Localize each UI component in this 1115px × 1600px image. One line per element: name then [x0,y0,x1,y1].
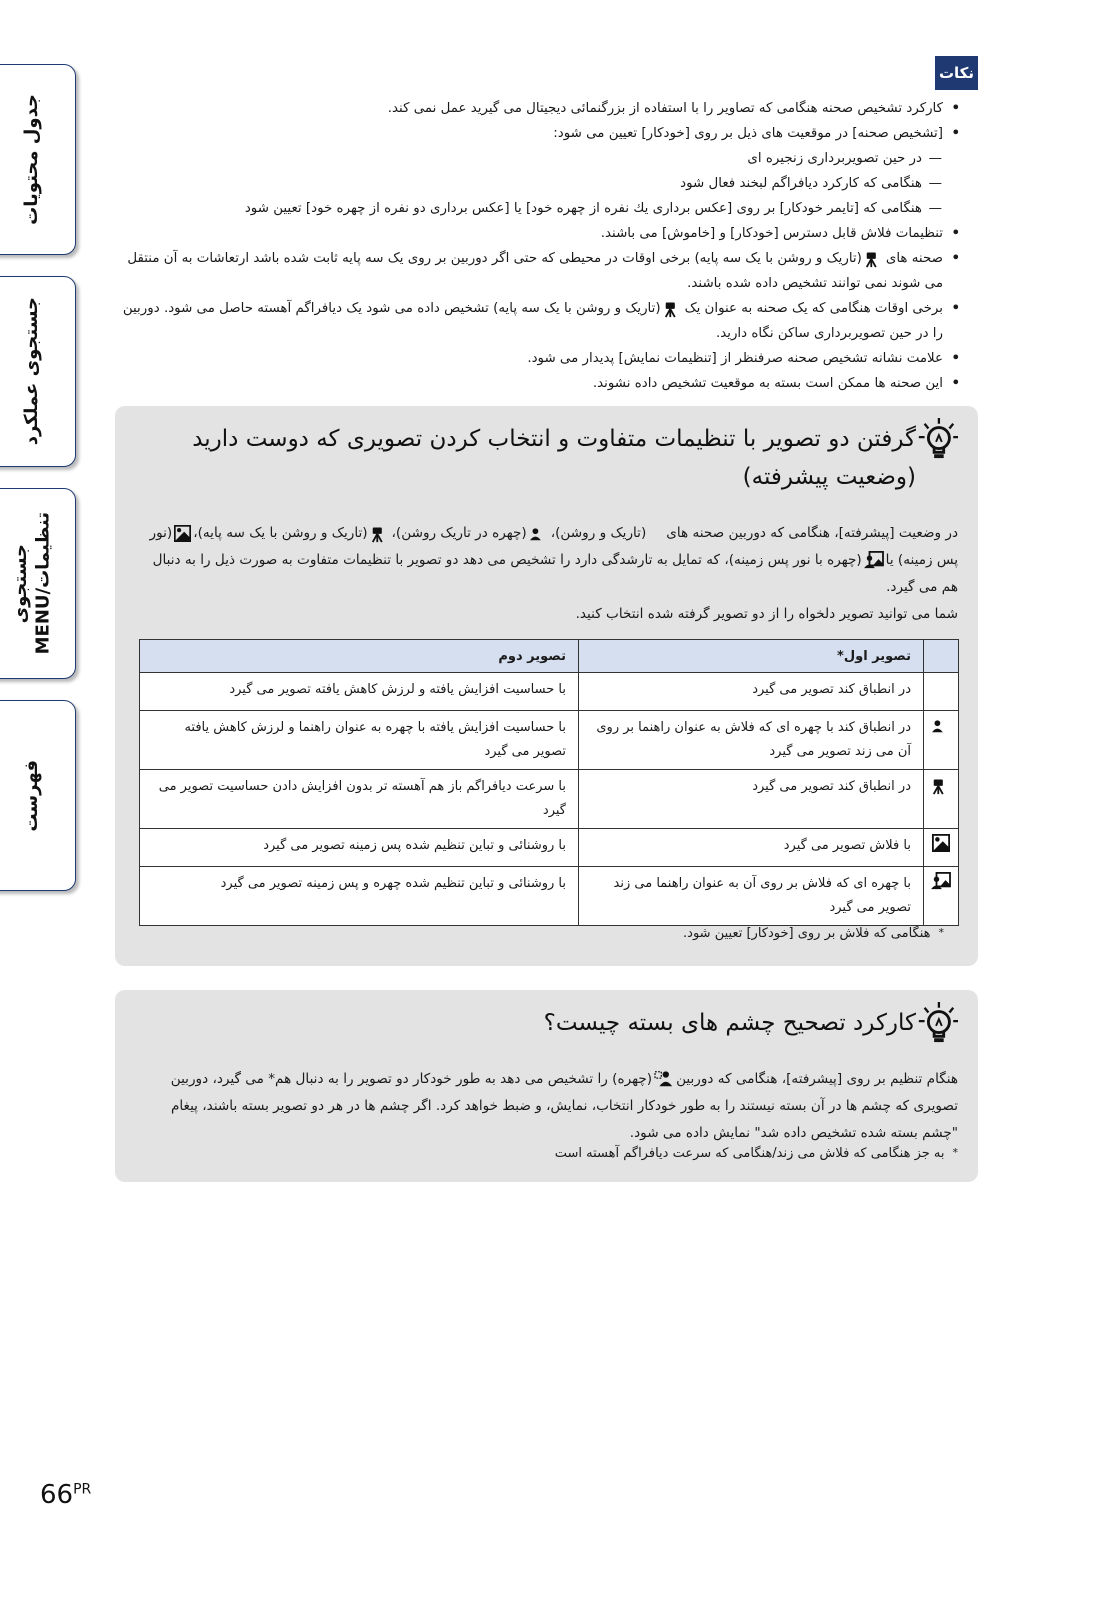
backlight-icon [174,525,191,542]
table-cell: با روشنائی و تباین تنظیم شده پس زمینه تصویر می گیرد [140,829,579,867]
side-tab-label: جستجوی MENU/تنظیمات [9,512,53,655]
side-tab-index[interactable] [0,700,76,891]
lightbulb-icon [916,416,958,462]
tip-text: هنگام تنظیم بر روی [پیشرفته]، هنگامی که دوربین(چهره) را تشخیص می دهد به طور خودکار دو تصویر را به دنبال هم* می گیرد، دوربین تصویری که چشم ها در آن بسته نیستند را به طور خودکار انتخاب، نمایش، و ضبط خواهد کرد. اگر چشم ها در هر دو تصویر بسته باشند، پیغام "چشم بسته شده تشخیص داده شد" نمایش داده می شود. [170,1071,958,1141]
note-item: • علامت نشانه تشخیص صحنه صرفنظر از [تنظیمات نمایش] پدیدار می شود. [527,351,960,366]
side-tab-menu-settings-search[interactable] [0,488,76,679]
twilight-portrait-icon [529,524,549,542]
backlight-portrait-icon [864,551,884,569]
table-footnote: *هنگامی که فلاش بر روی [خودکار] تعیین شود. [683,926,944,941]
table-cell: با روشنائی و تباین تنظیم شده چهره و پس زمینه تصویر می گیرد [140,867,579,926]
table-cell: در انطباق کند تصویر می گیرد [579,770,924,829]
side-tab-operation-search[interactable] [0,276,76,467]
table-header-cell: تصویر دوم [140,640,579,673]
note-item: • صحنه های(تاریک و روشن با یک سه پایه) برخی اوقات در محیطی که حتی اگر دوربین بر روی یک سه پایه ثابت شده باشد ارتعاشات به آن منتقل می شوند نمی توانند تشخیص داده شده باشند. [115,246,960,296]
table-cell: در انطباق کند تصویر می گیرد [579,673,924,711]
table-row [140,829,959,867]
note-item: • این صحنه ها ممکن است بسته به موقعیت تشخیص داده نشوند. [592,376,960,391]
tip-header [178,1000,958,1046]
tip-text [138,520,958,628]
tip-footnote: *به جز هنگامی که فلاش می زند/هنگامی که سرعت دیافراگم آهسته است [554,1146,958,1161]
face-detection-icon [654,1070,674,1088]
note-item: • تنظیمات فلاش قابل دسترس [خودکار] و [خاموش] می باشند. [600,226,960,241]
tip-box-eye-correction [115,990,978,1182]
backlight-icon [932,834,950,852]
side-tab-label: جدول محتویات [20,94,42,225]
side-tab-label: جستجوی عملکرد [20,297,42,446]
twilight-tripod-icon [663,298,683,318]
backlight-portrait-icon [931,872,951,890]
table-cell: با سرعت دیافراگم باز هم آهسته تر بدون افزایش دادن حساسیت تصویر می گیرد [140,770,579,829]
twilight-tripod-icon [864,248,884,268]
table-row [140,711,959,770]
side-tab-label: فهرست [20,759,42,832]
note-subitem: — هنگامی که کارکرد دیافراگم لبخند فعال شود [680,176,942,191]
tip-header [178,416,958,496]
table-cell: در انطباق کند با چهره ای که فلاش به عنوان راهنما بر روی آن می زند تصویر می گیرد [579,711,924,770]
table-cell: با حساسیت افزایش یافته و لرزش کاهش یافته تصویر می گیرد [140,673,579,711]
twilight-icon [648,525,664,541]
table-cell: با حساسیت افزایش یافته با چهره به عنوان راهنما و لرزش کاهش یافته تصویر می گیرد [140,711,579,770]
table-row [140,673,959,711]
tip-paragraph: شما می توانید تصویر دلخواه را از دو تصویر گرفته شده انتخاب کنید. [575,606,958,622]
note-subitem: — هنگامی که [تایمر خودکار] بر روی [عکس برداری یك نفره از چهره خود] یا [عکس برداری دو نفره از چهره خود] تعیین شود [244,201,942,216]
tip-title: گرفتن دو تصویر با تنظیمات متفاوت و انتخاب کردن تصویری که دوست دارید (وضعیت پیشرفته) [192,426,916,490]
note-subitem: — در حین تصویربرداری زنجیره ای [747,151,942,166]
notes-badge: نکات [935,56,978,90]
table-row [140,770,959,829]
note-item: • کارکرد تشخیص صحنه هنگامی که تصاویر را با استفاده از بزرگنمائی دیجیتال می گیرید عمل نمی کند. [387,101,960,116]
tip-title: کارکرد تصحیح چشم های بسته چیست؟ [543,1010,916,1036]
tip-box-advanced-mode [115,406,978,966]
notes-list [115,96,960,396]
twilight-portrait-icon [931,716,951,734]
lightbulb-icon [916,1000,958,1046]
table-header-cell [924,640,959,673]
table-header-cell: تصویر اول* [579,640,924,673]
tip-paragraph: در وضعیت [پیشرفته]، هنگامی که دوربین صحنه های(تاریک و روشن)،(چهره در تاریک روشن)،(تاریک و روشن با یک سه پایه)،(نور پس زمینه) یا(چهره با نور پس زمینه)، که تمایل به تارشدگی دارد را تشخیص می دهد دو تصویر با تنظیمات متفاوت به صورت ذیل را به دنبال هم می گیرد. [149,525,958,595]
table-header-row [140,640,959,673]
twilight-tripod-icon [931,775,951,795]
note-item: • [تشخیص صحنه] در موقعیت های ذیل بر روی [خودکار] تعیین می شود: [553,126,960,141]
side-tab-contents[interactable] [0,64,76,255]
table-cell: با چهره ای که فلاش بر روی آن به عنوان راهنما می زند تصویر می گیرد [579,867,924,926]
twilight-icon [932,678,950,696]
twilight-tripod-icon [370,523,390,543]
note-item: • برخی اوقات هنگامی که یک صحنه به عنوان یک(تاریک و روشن با یک سه پایه) تشخیص داده می شود یک دیافراگم آهسته حاصل می شود. دوربین را در حین تصویربرداری ساکن نگاه دارید. [115,296,960,346]
page-number: $66^{PR}$ [40,1480,92,1510]
table-cell: با فلاش تصویر می گیرد [579,829,924,867]
table-row [140,867,959,926]
comparison-table [139,639,959,926]
